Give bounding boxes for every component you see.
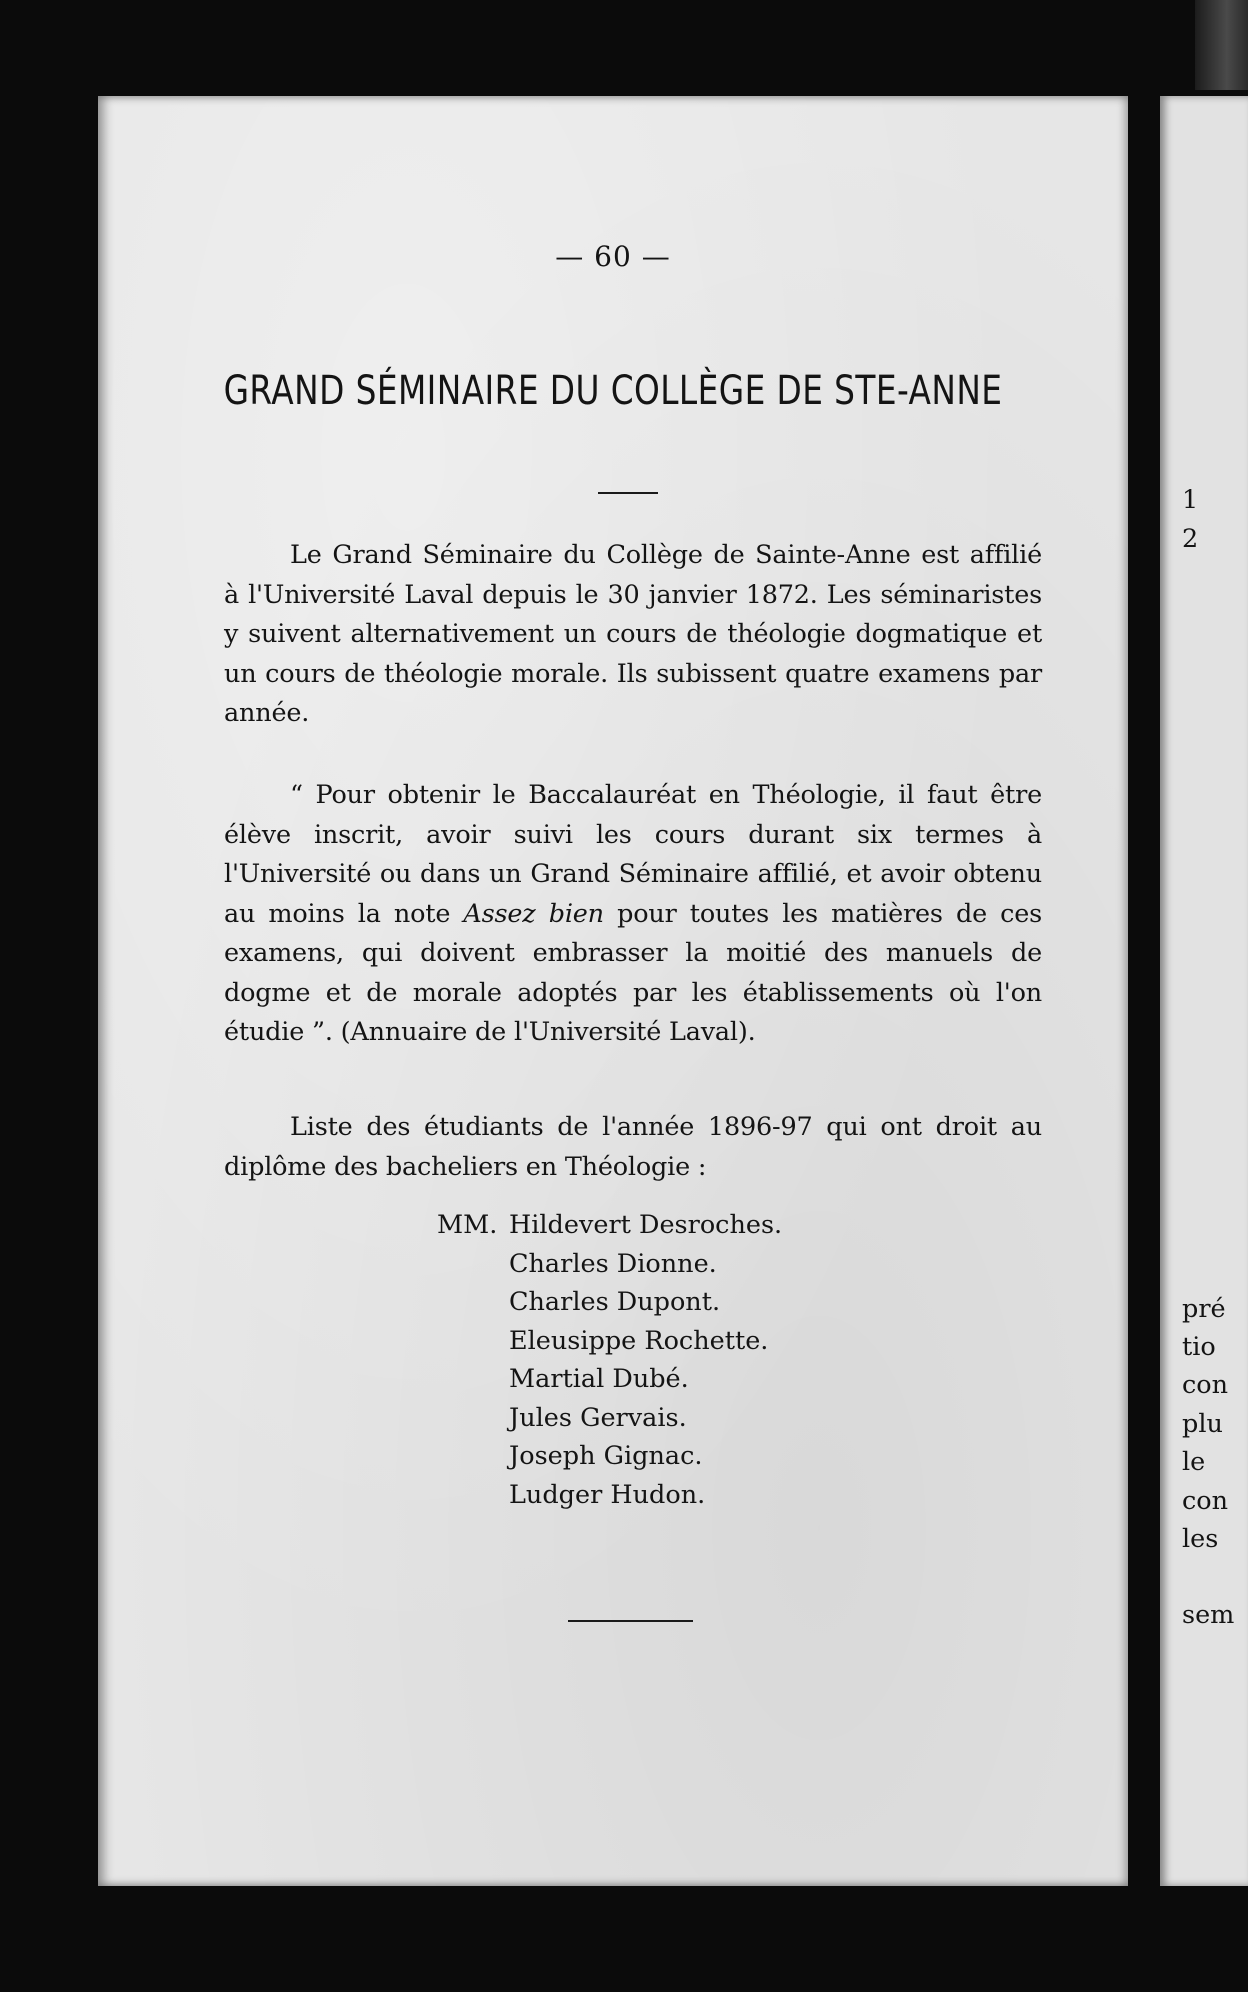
student-name: Ludger Hudon.	[509, 1479, 706, 1510]
student-name: Jules Gervais.	[509, 1402, 687, 1433]
list-item	[437, 1399, 782, 1438]
next-page-fragment: 1	[1182, 485, 1199, 515]
student-name: Charles Dupont.	[509, 1287, 721, 1317]
quote-text-start: “ Pour obtenir le Baccalauréat en Théologie, il faut être élève inscrit, avoir suivi les cours durant six termes à l'Université ou dans un Grand Séminaire affilié, et avoir obtenu au moins la note	[224, 780, 1042, 929]
next-page-fragment: sem	[1182, 1600, 1235, 1630]
next-page-fragment: les	[1182, 1524, 1219, 1554]
quote-text-end: pour toutes les matières de ces examens, qui doivent embrasser la moitié des manuels de dogme et de morale adoptés par les établissements où l'on étudie ”. (Annuaire de l'Université Laval).	[224, 898, 1042, 1047]
separator-rule-bottom	[568, 1620, 693, 1622]
student-name: Joseph Gignac.	[509, 1441, 703, 1471]
paragraph-affiliation: Le Grand Séminaire du Collège de Sainte-Anne est affilié à l'Université Laval depuis le 30 janvier 1872. Les séminaristes y suivent alternativement un cours de théologie dogmatique et un cours de théologie morale. Ils subissent quatre examens par année.	[224, 540, 1042, 728]
next-page-fragment: le	[1182, 1447, 1206, 1477]
next-page-fragment: tio	[1182, 1332, 1216, 1362]
paragraph-baccalaureate-quote	[224, 776, 1042, 1053]
names-prefix: MM.	[437, 1210, 498, 1240]
next-page-fragment: con	[1182, 1370, 1229, 1400]
list-item	[437, 1360, 782, 1399]
paragraph-student-list-intro: Liste des étudiants de l'année 1896-97 qui ont droit au diplôme des bacheliers en Théologie :	[224, 1112, 1042, 1182]
list-item	[437, 1283, 782, 1322]
book-edge-shadow	[1195, 0, 1248, 90]
list-item	[437, 1206, 782, 1245]
next-page-fragment: con	[1182, 1486, 1229, 1516]
student-names-list	[437, 1206, 782, 1514]
list-item	[437, 1245, 782, 1284]
page-heading: GRAND SÉMINAIRE DU COLLÈGE DE STE-ANNE	[223, 368, 1003, 414]
quote-emphasis: Assez bien	[463, 898, 604, 929]
student-name: Hildevert Desroches.	[509, 1210, 783, 1240]
list-item	[437, 1322, 782, 1361]
next-page-sliver	[1160, 96, 1248, 1886]
page-number: — 60 —	[555, 240, 671, 273]
next-page-fragment: plu	[1182, 1409, 1223, 1439]
list-item	[437, 1437, 782, 1476]
student-name: Eleusippe Rochette.	[509, 1325, 769, 1356]
student-name: Charles Dionne.	[509, 1248, 717, 1279]
list-item	[437, 1476, 782, 1515]
book-page	[98, 96, 1128, 1886]
student-name: Martial Dubé.	[509, 1364, 689, 1394]
next-page-fragment: pré	[1182, 1294, 1226, 1324]
next-page-fragment: 2	[1182, 524, 1199, 554]
separator-rule-top	[598, 492, 658, 494]
